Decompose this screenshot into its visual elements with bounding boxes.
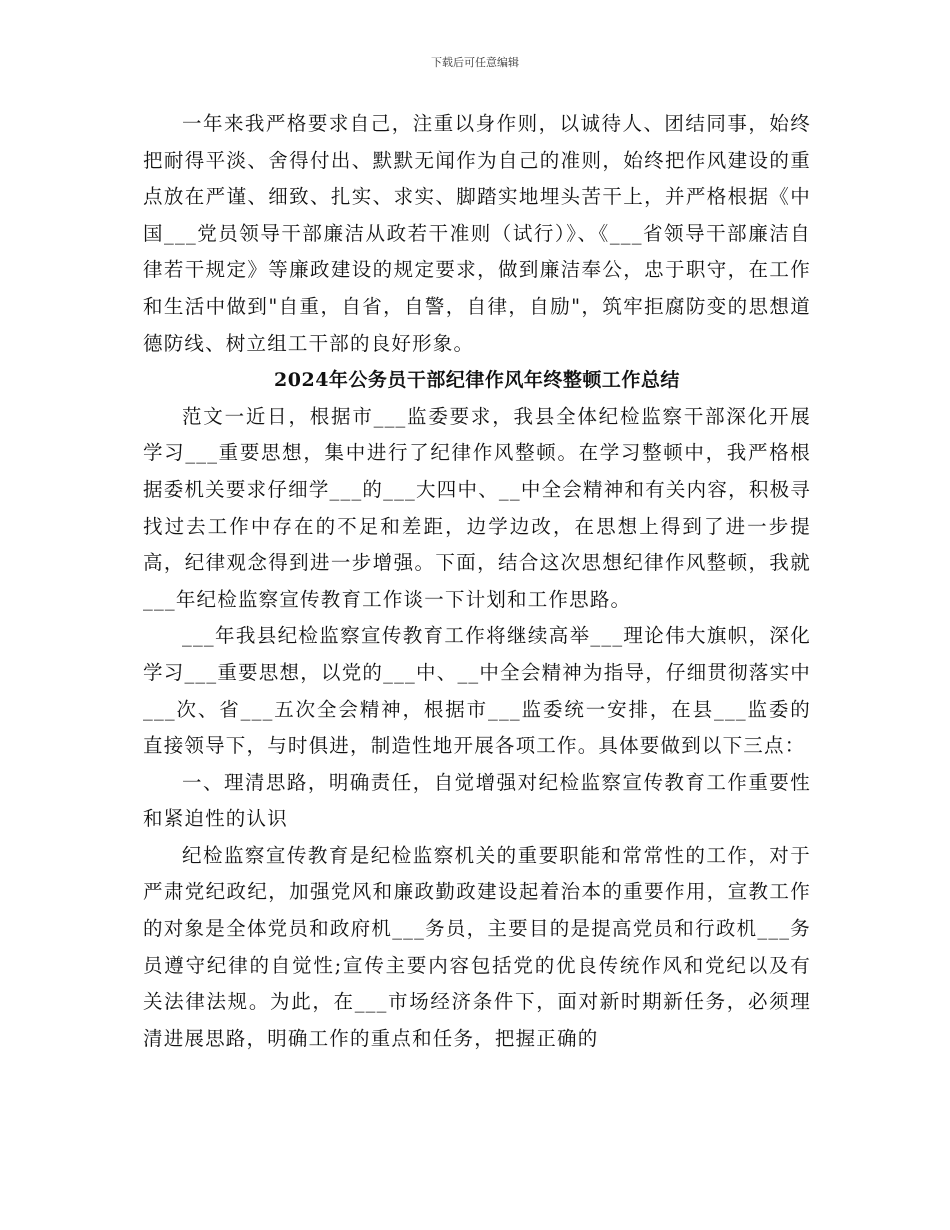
body-paragraph-1: 范文一近日，根据市___监委要求，我县全体纪检监察干部深化开展学习___重要思想，集中进行了纪律作风整顿。在学习整顿中，我严格根据委机关要求仔细学___的___大四中、__中全会精神和有关内容，积极寻找过去工作中存在的不足和差距，边学边改，在思想上得到了进一步提高，纪律观念得到进一步增强。下面，结合这次思想纪律作风整顿，我就___年纪检监察宣传教育工作谈一下计划和工作思路。 xyxy=(143,404,811,611)
page-header-note: 下载后可任意编辑 xyxy=(431,56,519,69)
section-heading-1: 一、理清思路，明确责任，自觉增强对纪检监察宣传教育工作重要性和紧迫性的认识 xyxy=(143,770,811,831)
intro-paragraph: 一年来我严格要求自己，注重以身作则，以诚待人、团结同事，始终把耐得平淡、舍得付出、默默无闻作为自己的准则，始终把作风建设的重点放在严谨、细致、扎实、求实、脚踏实地埋头苦干上，并严格根据《中国___党员领导干部廉洁从政若干准则（试行）》、《___省领导干部廉洁自律若干规定》等廉政建设的规定要求，做到廉洁奉公，忠于职守，在工作和生活中做到"自重，自省，自警，自律，自励"，筑牢拒腐防变的思想道德防线、树立组工干部的良好形象。 xyxy=(143,112,811,355)
document-body xyxy=(143,106,811,1057)
body-paragraph-2: ___年我县纪检监察宣传教育工作将继续高举___理论伟大旗帜，深化学习___重要思想，以党的___中、__中全会精神为指导，仔细贯彻落实中___次、省___五次全会精神，根据市___监委统一安排，在县___监委的直接领导下，与时俱进，制造性地开展各项工作。具体要做到以下三点： xyxy=(143,624,811,758)
document-title: 2024年公务员干部纪律作风年终整顿工作总结 xyxy=(274,369,680,392)
body-paragraph-3: 纪检监察宣传教育是纪检监察机关的重要职能和常常性的工作，对于严肃党纪政纪，加强党风和廉政勤政建设起着治本的重要作用，宣教工作的对象是全体党员和政府机___务员，主要目的是提高党员和行政机___务员遵守纪律的自觉性;宣传主要内容包括党的优良传统作风和党纪以及有关法律法规。为此，在___市场经济条件下，面对新时期新任务，必须理清进展思路，明确工作的重点和任务，把握正确的 xyxy=(143,843,811,1050)
